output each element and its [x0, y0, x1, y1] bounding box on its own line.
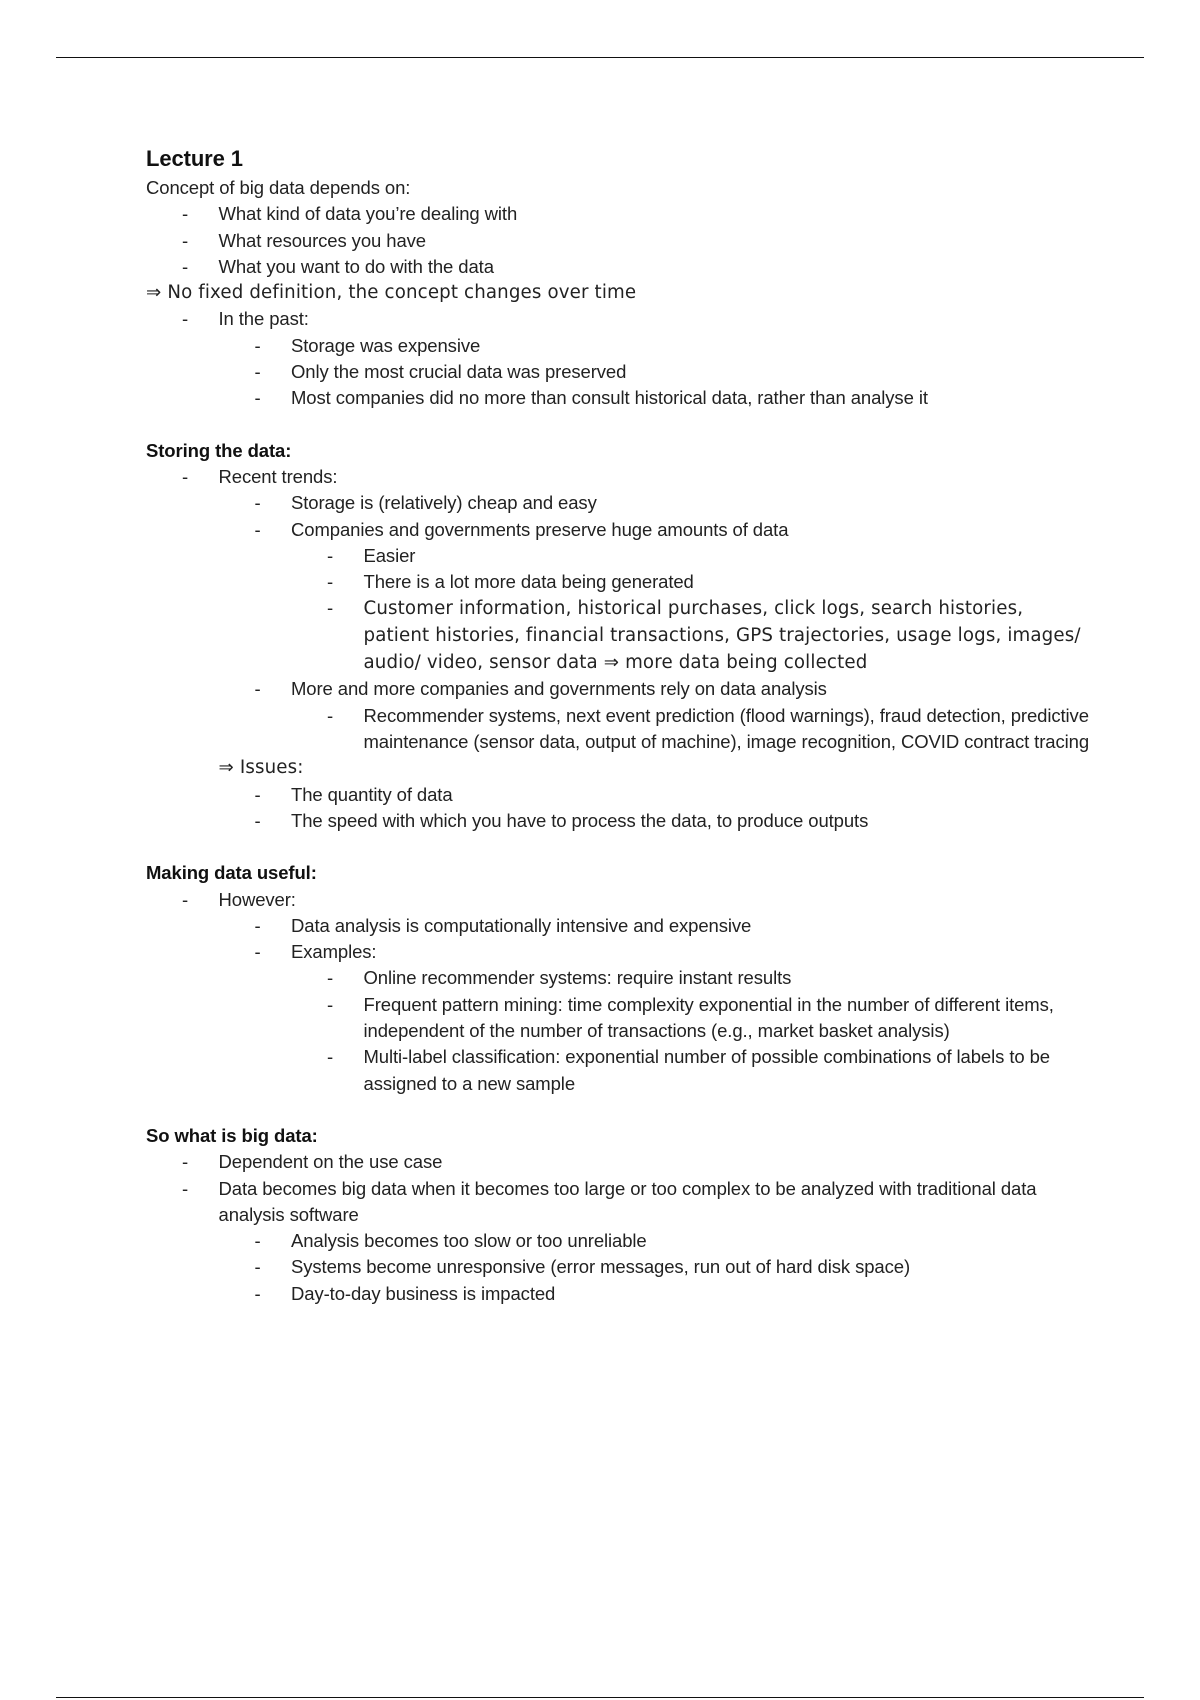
list-item: - Storage was expensive — [254, 334, 481, 356]
section-heading: Making data useful: — [146, 862, 317, 884]
issues-label: ⇒ Issues: — [218, 757, 304, 779]
page-title: Lecture 1 — [146, 146, 243, 171]
list-item: - Multi-label classification: exponential number of possible combinations of labels to be assigned to a new sample — [327, 1046, 1050, 1094]
list-item: - Data becomes big data when it becomes too large or too complex to be analyzed with traditional data analysis software — [182, 1177, 1037, 1225]
list-item: - What you want to do with the data — [182, 255, 494, 277]
list-item: - Systems become unresponsive (error messages, run out of hard disk space) — [254, 1256, 911, 1278]
list-item: - Day-to-day business is impacted — [254, 1282, 556, 1304]
list-item: - Recommender systems, next event prediction (flood warnings), fraud detection, predictive maintenance (sensor data, output of machine), image recognition, COVID contract tracing — [327, 704, 1090, 753]
list-item: - Dependent on the use case — [182, 1151, 443, 1173]
list-item: - What resources you have — [182, 229, 426, 251]
section-heading: So what is big data: — [146, 1124, 318, 1146]
list-item: - Easier — [327, 544, 416, 566]
list-item: - Examples: — [254, 941, 377, 963]
intro-text: Concept of big data depends on: — [146, 177, 411, 198]
list-item: - Analysis becomes too slow or too unreliable — [254, 1230, 647, 1252]
bottom-rule — [56, 1697, 1144, 1698]
list-item: - More and more companies and governments rely on data analysis — [254, 678, 827, 700]
conclusion-text: ⇒ No fixed definition, the concept changes over time — [146, 282, 637, 304]
document-body — [146, 143, 1096, 1307]
list-item: - Customer information, historical purchases, click logs, search histories, patient histories, financial transactions, GPS trajectories, usage logs, images/ audio/ video, sensor data ⇒ more data being collected — [327, 597, 1081, 674]
list-item: - However: — [182, 888, 296, 910]
list-item: - Only the most crucial data was preserved — [254, 361, 627, 383]
list-item: - Most companies did no more than consult historical data, rather than analyse it — [254, 387, 928, 409]
top-rule — [56, 57, 1144, 58]
list-item: - Recent trends: — [182, 465, 338, 487]
list-item: - Companies and governments preserve huge amounts of data — [254, 518, 789, 540]
list-item: - Data analysis is computationally intensive and expensive — [254, 914, 752, 936]
list-item: - Online recommender systems: require instant results — [327, 967, 792, 989]
section-heading: Storing the data: — [146, 439, 292, 461]
list-item: - In the past: — [182, 308, 309, 330]
list-item: - The speed with which you have to process the data, to produce outputs — [254, 809, 869, 831]
list-item: - The quantity of data — [254, 783, 453, 805]
list-item: - There is a lot more data being generated — [327, 571, 694, 593]
list-item: - What kind of data you’re dealing with — [182, 203, 518, 225]
list-item: - Storage is (relatively) cheap and easy — [254, 492, 597, 514]
list-item: - Frequent pattern mining: time complexity exponential in the number of different items, independent of the number of transactions (e.g., market basket analysis) — [327, 993, 1054, 1042]
